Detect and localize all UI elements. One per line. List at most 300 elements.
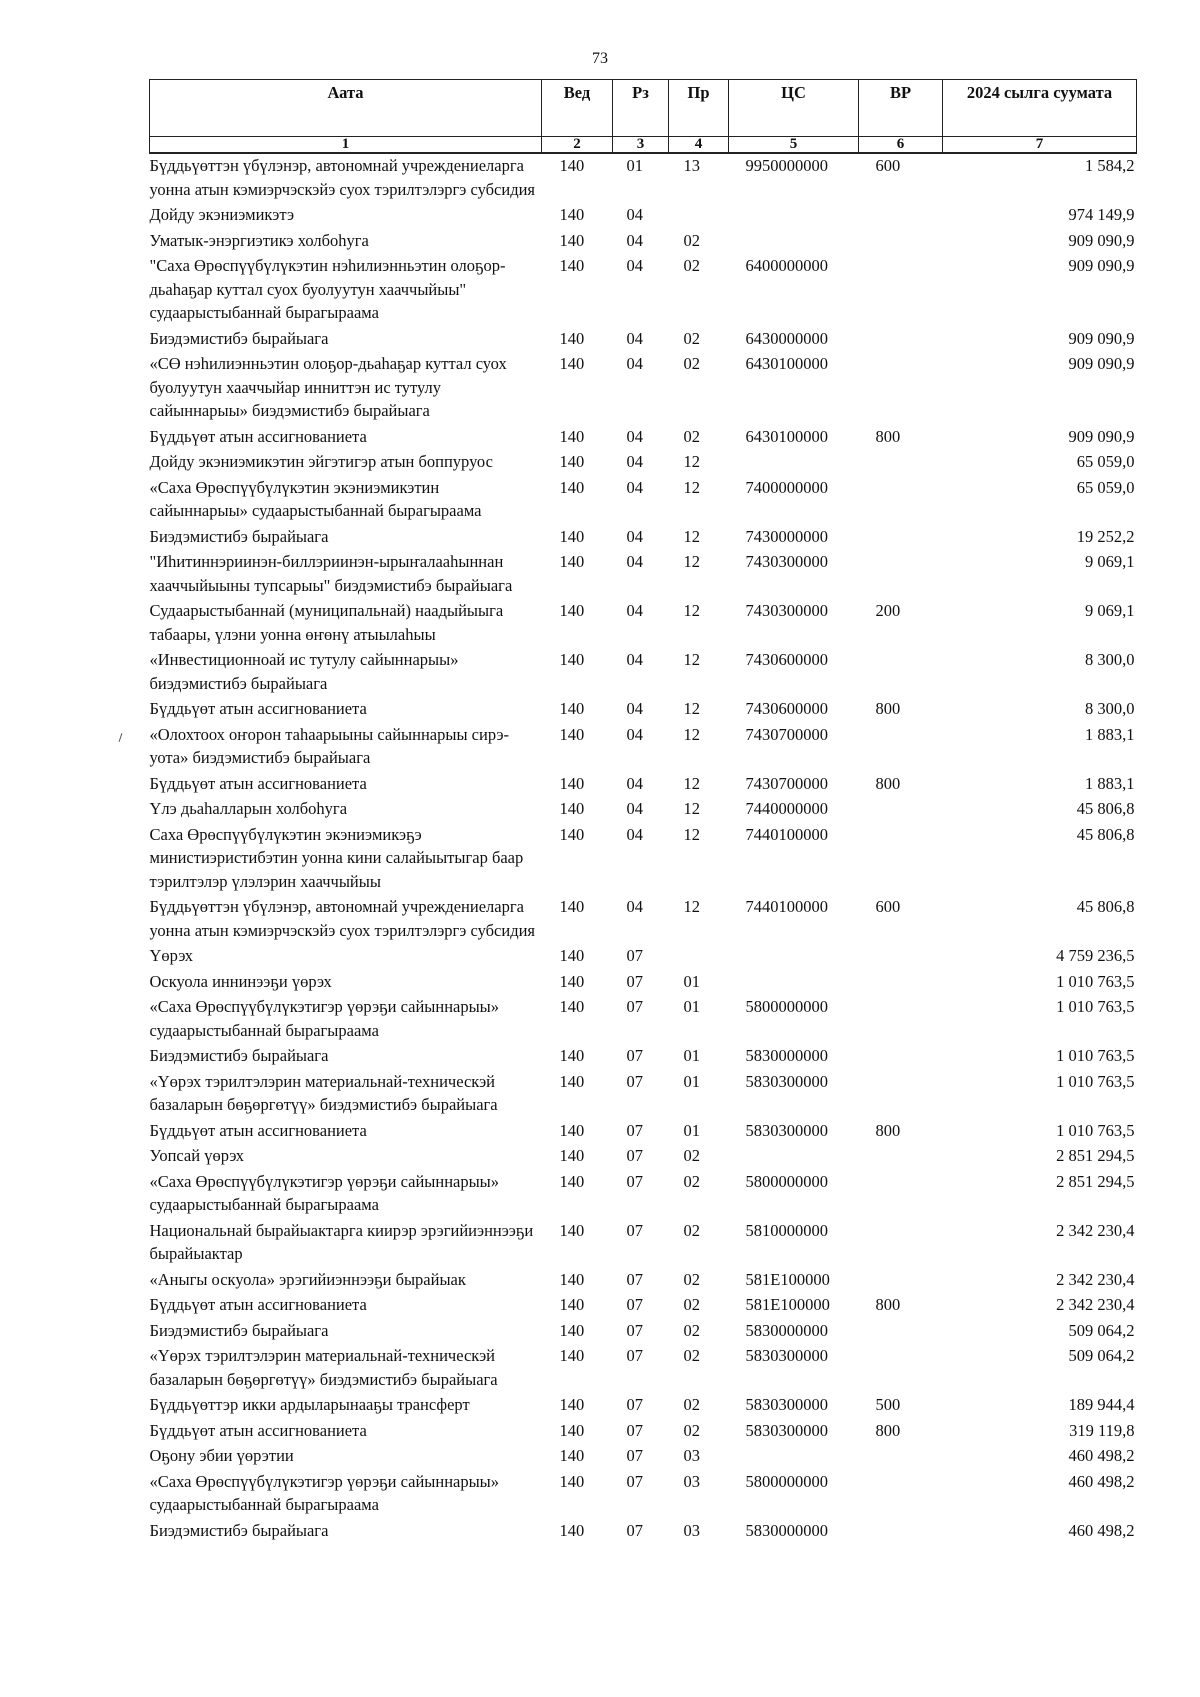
row-name: Бүддьүөт атын ассигнованиета (149, 426, 367, 446)
row-cs: 7440100000 (745, 897, 828, 916)
row-name: Үлэ дьаһалларын холбоһуга (149, 799, 348, 818)
table-row (150, 1170, 1137, 1219)
header-ved: Вед (542, 80, 613, 137)
table-row (150, 550, 1137, 599)
row-ved: 140 (559, 230, 585, 250)
row-cs: 5830300000 (745, 1346, 828, 1365)
row-ved: 140 (559, 1220, 585, 1240)
row-pr: 02 (683, 230, 700, 250)
table-row (150, 1268, 1137, 1294)
row-ved: 140 (559, 526, 585, 546)
row-ved: 140 (559, 426, 585, 446)
row-ved: 140 (559, 773, 585, 793)
row-vr (859, 476, 943, 525)
row-rz: 04 (626, 477, 643, 497)
row-ved: 140 (559, 946, 585, 965)
row-vr: 600 (875, 897, 901, 916)
row-rz: 07 (626, 1471, 643, 1491)
row-name: Бүддьүөт атын ассигнованиета (149, 699, 367, 718)
row-vr: 800 (875, 1120, 901, 1140)
table-row (150, 1344, 1137, 1393)
row-sum: 2 851 294,5 (1056, 1146, 1135, 1165)
row-ved: 140 (559, 650, 585, 669)
row-rz: 04 (626, 699, 643, 718)
row-vr (859, 352, 943, 425)
row-pr: 02 (683, 1171, 700, 1191)
row-vr (859, 229, 943, 255)
row-cs: 7400000000 (745, 477, 828, 497)
row-rz: 07 (626, 1520, 643, 1540)
row-pr (669, 944, 729, 970)
row-name: Биэдэмистибэ бырайыага (149, 1320, 329, 1340)
row-cs: 5830000000 (745, 1520, 828, 1540)
row-sum: 2 342 230,4 (1056, 1295, 1135, 1314)
row-vr: 200 (875, 601, 901, 620)
table-row (150, 970, 1137, 996)
row-cs (729, 450, 859, 476)
row-name: «Саха Өрөспүүбүлүкэтигэр үөрэҕи сайыннарыы» судаарыстыбаннай бырагыраама (149, 1471, 500, 1514)
row-ved: 140 (559, 997, 585, 1016)
row-rz: 07 (626, 1171, 643, 1191)
row-pr: 02 (683, 1420, 700, 1440)
row-sum: 1 584,2 (1085, 156, 1135, 175)
table-row (150, 1470, 1137, 1519)
row-name: Бүддьүөттэн үбүлэнэр, автономнай учреждениеларга уонна атын кэмиэрчэскэйэ суох тэрилтэлэргэ субсидия (149, 156, 536, 199)
header-pr: Пр (669, 80, 729, 137)
row-cs: 5830000000 (745, 1046, 828, 1065)
row-vr: 800 (875, 773, 901, 793)
row-rz: 07 (626, 971, 643, 991)
row-sum: 2 851 294,5 (1056, 1171, 1135, 1191)
row-rz: 07 (626, 1295, 643, 1314)
table-row (150, 1393, 1137, 1419)
row-rz: 04 (626, 552, 643, 571)
row-cs: 5810000000 (745, 1220, 828, 1240)
row-pr: 01 (683, 1071, 700, 1091)
row-ved: 140 (559, 1146, 585, 1165)
row-vr (859, 723, 943, 772)
table-row (150, 697, 1137, 723)
header-name: Аата (150, 80, 542, 137)
row-ved: 140 (559, 552, 585, 571)
row-cs: 6400000000 (745, 256, 828, 275)
row-name: Дойду экэниэмикэтэ (149, 205, 295, 224)
row-rz: 07 (626, 997, 643, 1016)
row-sum: 8 300,0 (1085, 699, 1135, 718)
row-cs: 7440000000 (745, 799, 828, 818)
row-sum: 189 944,4 (1068, 1395, 1135, 1414)
column-number: 3 (613, 137, 669, 154)
row-vr (859, 970, 943, 996)
row-name: «Саха Өрөспүүбүлүкэтин экэниэмикэтин сайыннарыы» судаарыстыбаннай бырагыраама (149, 477, 482, 520)
table-row (150, 944, 1137, 970)
column-number: 1 (150, 137, 542, 154)
row-vr (859, 1268, 943, 1294)
row-sum: 45 806,8 (1076, 824, 1135, 844)
row-rz: 04 (626, 799, 643, 818)
row-cs: 6430000000 (745, 328, 828, 348)
table-row (150, 525, 1137, 551)
row-name: Бүддьүөттэр икки ардыларынааҕы трансферт (149, 1395, 470, 1414)
row-sum: 19 252,2 (1076, 526, 1135, 546)
row-pr: 02 (683, 1146, 700, 1165)
row-ved: 140 (559, 452, 585, 471)
row-pr: 12 (683, 601, 700, 620)
row-ved: 140 (559, 1071, 585, 1091)
table-row (150, 254, 1137, 327)
row-pr: 12 (683, 477, 700, 497)
row-vr (859, 254, 943, 327)
row-rz: 04 (626, 650, 643, 669)
row-pr: 12 (683, 824, 700, 844)
row-vr: 800 (875, 426, 901, 446)
row-vr (859, 550, 943, 599)
row-cs: 5830300000 (745, 1420, 828, 1440)
row-sum: 9 069,1 (1085, 601, 1135, 620)
row-pr: 12 (683, 699, 700, 718)
row-ved: 140 (559, 1120, 585, 1140)
table-row (150, 450, 1137, 476)
row-name: Оҕону эбии үөрэтии (149, 1446, 294, 1465)
row-rz: 07 (626, 1071, 643, 1091)
row-vr (859, 944, 943, 970)
row-pr: 01 (683, 971, 700, 991)
row-cs: 5830000000 (745, 1320, 828, 1340)
row-name: «Олохтоох оҥорон таһаарыыны сайыннарыы сирэ-уота» биэдэмистибэ бырайыага (149, 724, 510, 767)
table-row (150, 648, 1137, 697)
row-rz: 04 (626, 773, 643, 793)
row-pr: 02 (683, 1346, 700, 1365)
row-ved: 140 (559, 601, 585, 620)
row-ved: 140 (559, 971, 585, 991)
table-row (150, 772, 1137, 798)
row-ved: 140 (559, 1420, 585, 1440)
row-vr: 800 (875, 699, 901, 718)
row-vr (859, 1170, 943, 1219)
row-cs: 7430700000 (745, 773, 828, 793)
table-row (150, 1219, 1137, 1268)
row-ved: 140 (559, 1046, 585, 1065)
row-vr (859, 648, 943, 697)
row-name: Бүддьүөт атын ассигнованиета (149, 1120, 367, 1140)
row-sum: 65 059,0 (1076, 452, 1135, 471)
row-name: Саха Өрөспүүбүлүкэтин экэниэмикэҕэ министиэристибэтин уонна кини салайыытыгар баар тэрилтэлэр үлэлэрин хааччыйыы (149, 824, 524, 891)
row-pr: 03 (683, 1446, 700, 1465)
row-name: "Иһитиннэриинэн-биллэриинэн-ырыҥалааһыннан хааччыйыыны тупсарыы" биэдэмистибэ бырайыага (149, 552, 513, 595)
row-pr: 02 (683, 1220, 700, 1240)
row-rz: 04 (626, 354, 643, 373)
row-ved: 140 (559, 205, 585, 224)
table-row (150, 229, 1137, 255)
row-rz: 07 (626, 1446, 643, 1465)
table-row (150, 823, 1137, 896)
row-name: «Инвестиционноай ис тутулу сайыннарыы» биэдэмистибэ бырайыага (149, 650, 459, 693)
row-ved: 140 (559, 1346, 585, 1365)
header-row (150, 80, 1137, 137)
header-cs: ЦС (729, 80, 859, 137)
row-pr: 12 (683, 526, 700, 546)
row-ved: 140 (559, 256, 585, 275)
row-cs: 7430300000 (745, 601, 828, 620)
row-name: Бүддьүөт атын ассигнованиета (149, 773, 367, 793)
row-sum: 509 064,2 (1068, 1320, 1135, 1340)
row-vr: 800 (875, 1295, 901, 1314)
row-vr (859, 1444, 943, 1470)
row-sum: 2 342 230,4 (1056, 1269, 1135, 1289)
column-number: 2 (542, 137, 613, 154)
column-number: 5 (729, 137, 859, 154)
row-vr (859, 1219, 943, 1268)
table-row (150, 1119, 1137, 1145)
row-cs: 6430100000 (745, 426, 828, 446)
row-vr (859, 797, 943, 823)
row-name: «Үөрэх тэрилтэлэрин материальнай-техническэй базаларын бөҕөргөтүү» биэдэмистибэ бырайыага (149, 1346, 498, 1389)
row-cs: 581E100000 (745, 1295, 830, 1314)
table-row (150, 895, 1137, 944)
row-rz: 07 (626, 1120, 643, 1140)
row-vr (859, 995, 943, 1044)
row-name: Бүддьүөттэн үбүлэнэр, автономнай учреждениеларга уонна атын кэмиэрчэскэйэ суох тэрилтэлэргэ субсидия (149, 897, 536, 940)
row-rz: 07 (626, 1346, 643, 1365)
row-pr: 13 (683, 156, 700, 175)
row-name: Бүддьүөт атын ассигнованиета (149, 1420, 367, 1440)
row-cs (729, 970, 859, 996)
row-vr (859, 450, 943, 476)
row-ved: 140 (559, 824, 585, 844)
row-sum: 909 090,9 (1068, 426, 1135, 446)
row-name: Оскуола иннинээҕи үөрэх (149, 971, 332, 991)
row-rz: 07 (626, 1220, 643, 1240)
table-row (150, 1144, 1137, 1170)
row-sum: 1 883,1 (1085, 773, 1135, 793)
row-rz: 04 (626, 205, 643, 224)
table-row (150, 1044, 1137, 1070)
row-sum: 909 090,9 (1068, 230, 1135, 250)
row-pr: 12 (683, 897, 700, 916)
header-vr: ВР (859, 80, 943, 137)
row-ved: 140 (559, 1320, 585, 1340)
row-pr: 02 (683, 1269, 700, 1289)
row-cs: 5800000000 (745, 1471, 828, 1491)
row-pr: 01 (683, 1120, 700, 1140)
row-cs: 7430700000 (745, 724, 828, 744)
row-name: Бүддьүөт атын ассигнованиета (149, 1295, 367, 1314)
row-pr: 12 (683, 773, 700, 793)
row-sum: 2 342 230,4 (1056, 1220, 1135, 1240)
row-name: Биэдэмистибэ бырайыага (149, 1046, 329, 1065)
row-cs (729, 944, 859, 970)
row-pr: 02 (683, 354, 700, 373)
row-ved: 140 (559, 477, 585, 497)
row-rz: 04 (626, 897, 643, 916)
row-vr: 800 (875, 1420, 901, 1440)
row-ved: 140 (559, 1295, 585, 1314)
column-number: 4 (669, 137, 729, 154)
row-sum: 9 069,1 (1085, 552, 1135, 571)
row-name: Үөрэх (149, 946, 194, 965)
row-sum: 45 806,8 (1076, 799, 1135, 818)
row-rz: 04 (626, 426, 643, 446)
row-vr: 600 (875, 156, 901, 175)
row-sum: 974 149,9 (1068, 205, 1135, 224)
column-number: 7 (943, 137, 1137, 154)
row-name: Уматык-энэргиэтикэ холбоһуга (149, 230, 369, 250)
row-cs: 6430100000 (745, 354, 828, 373)
row-pr: 12 (683, 799, 700, 818)
row-cs: 5830300000 (745, 1120, 828, 1140)
row-vr (859, 1319, 943, 1345)
row-name: «СӨ нэһилиэнньэтин олоҕор-дьаһаҕар куттал суох буолуутун хааччыйар инниттэн ис тутулу сайыннарыы» биэдэмистибэ бырайыага (149, 354, 507, 420)
row-cs: 7430000000 (745, 526, 828, 546)
row-pr: 02 (683, 426, 700, 446)
row-ved: 140 (559, 354, 585, 373)
table-row (150, 327, 1137, 353)
table-row (150, 1319, 1137, 1345)
row-rz: 07 (626, 1146, 643, 1165)
table-row (150, 1419, 1137, 1445)
row-pr: 02 (683, 328, 700, 348)
table-row (150, 153, 1137, 203)
row-pr: 12 (683, 552, 700, 571)
row-name: Уопсай үөрэх (149, 1146, 245, 1165)
row-ved: 140 (559, 699, 585, 718)
row-ved: 140 (559, 328, 585, 348)
header-rz: Рз (613, 80, 669, 137)
row-pr: 01 (683, 997, 700, 1016)
row-name: Биэдэмистибэ бырайыага (149, 328, 329, 348)
row-sum: 909 090,9 (1068, 256, 1135, 275)
row-sum: 4 759 236,5 (1056, 946, 1135, 965)
row-vr (859, 203, 943, 229)
row-pr: 12 (683, 452, 700, 471)
column-number-row (150, 137, 1137, 154)
row-cs (729, 203, 859, 229)
row-sum: 1 010 763,5 (1056, 1071, 1135, 1091)
row-ved: 140 (559, 897, 585, 916)
table-row (150, 599, 1137, 648)
row-rz: 04 (626, 328, 643, 348)
row-sum: 509 064,2 (1068, 1346, 1135, 1365)
row-rz: 07 (626, 1420, 643, 1440)
table-row (150, 995, 1137, 1044)
row-vr (859, 1070, 943, 1119)
row-sum: 8 300,0 (1085, 650, 1135, 669)
column-number: 6 (859, 137, 943, 154)
row-cs (729, 1144, 859, 1170)
row-rz: 07 (626, 1269, 643, 1289)
row-rz: 04 (626, 230, 643, 250)
table-row (150, 1444, 1137, 1470)
row-name: Биэдэмистибэ бырайыага (149, 526, 329, 546)
row-vr (859, 823, 943, 896)
row-vr (859, 1519, 943, 1545)
table-body (150, 153, 1137, 1544)
row-sum: 460 498,2 (1068, 1471, 1135, 1491)
row-pr: 02 (683, 1295, 700, 1314)
row-vr (859, 525, 943, 551)
row-vr (859, 1470, 943, 1519)
row-sum: 1 010 763,5 (1056, 997, 1135, 1016)
row-rz: 04 (626, 526, 643, 546)
table-row (150, 1070, 1137, 1119)
row-vr (859, 1144, 943, 1170)
row-name: «Саха Өрөспүүбүлүкэтигэр үөрэҕи сайыннарыы» судаарыстыбаннай бырагыраама (149, 997, 500, 1040)
table-row (150, 797, 1137, 823)
row-ved: 140 (559, 724, 585, 744)
table-row (150, 425, 1137, 451)
row-vr (859, 1344, 943, 1393)
row-pr: 12 (683, 650, 700, 669)
row-rz: 01 (626, 156, 643, 175)
row-rz: 04 (626, 452, 643, 471)
row-pr: 12 (683, 724, 700, 744)
row-pr: 02 (683, 256, 700, 275)
row-cs (729, 1444, 859, 1470)
row-cs: 5800000000 (745, 1171, 828, 1191)
row-pr: 02 (683, 1320, 700, 1340)
row-ved: 140 (559, 1446, 585, 1465)
table-row (150, 476, 1137, 525)
row-name: «Аныгы оскуола» эрэгийиэннээҕи бырайыак (149, 1269, 466, 1289)
row-rz: 07 (626, 1320, 643, 1340)
row-pr: 03 (683, 1471, 700, 1491)
row-name: Биэдэмистибэ бырайыага (149, 1520, 329, 1540)
row-name: Судаарыстыбаннай (муниципальнай) наадыйыыга табаары, үлэни уонна өҥөнү атыылаһыы (149, 601, 504, 644)
row-ved: 140 (559, 1269, 585, 1289)
row-pr: 02 (683, 1395, 700, 1414)
row-cs: 7430300000 (745, 552, 828, 571)
row-sum: 460 498,2 (1068, 1446, 1135, 1465)
row-pr: 01 (683, 1046, 700, 1065)
row-vr (859, 1044, 943, 1070)
row-cs: 5830300000 (745, 1395, 828, 1414)
row-rz: 04 (626, 256, 643, 275)
row-name: Национальнай бырайыактарга киирэр эрэгийиэннээҕи бырайыактар (149, 1220, 534, 1263)
row-ved: 140 (559, 1471, 585, 1491)
row-cs: 7440100000 (745, 824, 828, 844)
row-name: "Саха Өрөспүүбүлүкэтин нэһилиэнньэтин олоҕор-дьаһаҕар куттал суох буолуутун хааччыйыы" судаарыстыбаннай бырагыраама (149, 256, 506, 322)
row-cs: 7430600000 (745, 699, 828, 718)
table-row (150, 723, 1137, 772)
row-name: «Үөрэх тэрилтэлэрин материальнай-техническэй базаларын бөҕөргөтүү» биэдэмистибэ бырайыага (149, 1071, 498, 1114)
row-ved: 140 (559, 1395, 585, 1414)
row-rz: 07 (626, 946, 643, 965)
row-sum: 1 010 763,5 (1056, 1046, 1135, 1065)
row-rz: 04 (626, 724, 643, 744)
row-cs: 9950000000 (745, 156, 828, 175)
row-ved: 140 (559, 156, 585, 175)
row-name: «Саха Өрөспүүбүлүкэтигэр үөрэҕи сайыннарыы» судаарыстыбаннай бырагыраама (149, 1171, 500, 1214)
row-rz: 04 (626, 824, 643, 844)
row-rz: 04 (626, 601, 643, 620)
row-sum: 460 498,2 (1068, 1520, 1135, 1540)
row-ved: 140 (559, 1520, 585, 1540)
row-vr: 500 (875, 1395, 901, 1414)
row-pr (669, 203, 729, 229)
table-row (150, 1293, 1137, 1319)
row-vr (859, 327, 943, 353)
row-rz: 07 (626, 1395, 643, 1414)
budget-table (149, 79, 1137, 1544)
header-sum: 2024 сылга суумата (943, 80, 1137, 137)
row-sum: 319 119,8 (1069, 1420, 1135, 1440)
table-row (150, 1519, 1137, 1545)
row-sum: 1 883,1 (1085, 724, 1135, 744)
row-sum: 65 059,0 (1076, 477, 1135, 497)
row-sum: 909 090,9 (1068, 354, 1135, 373)
row-rz: 07 (626, 1046, 643, 1065)
page-number: 73 (592, 50, 608, 67)
